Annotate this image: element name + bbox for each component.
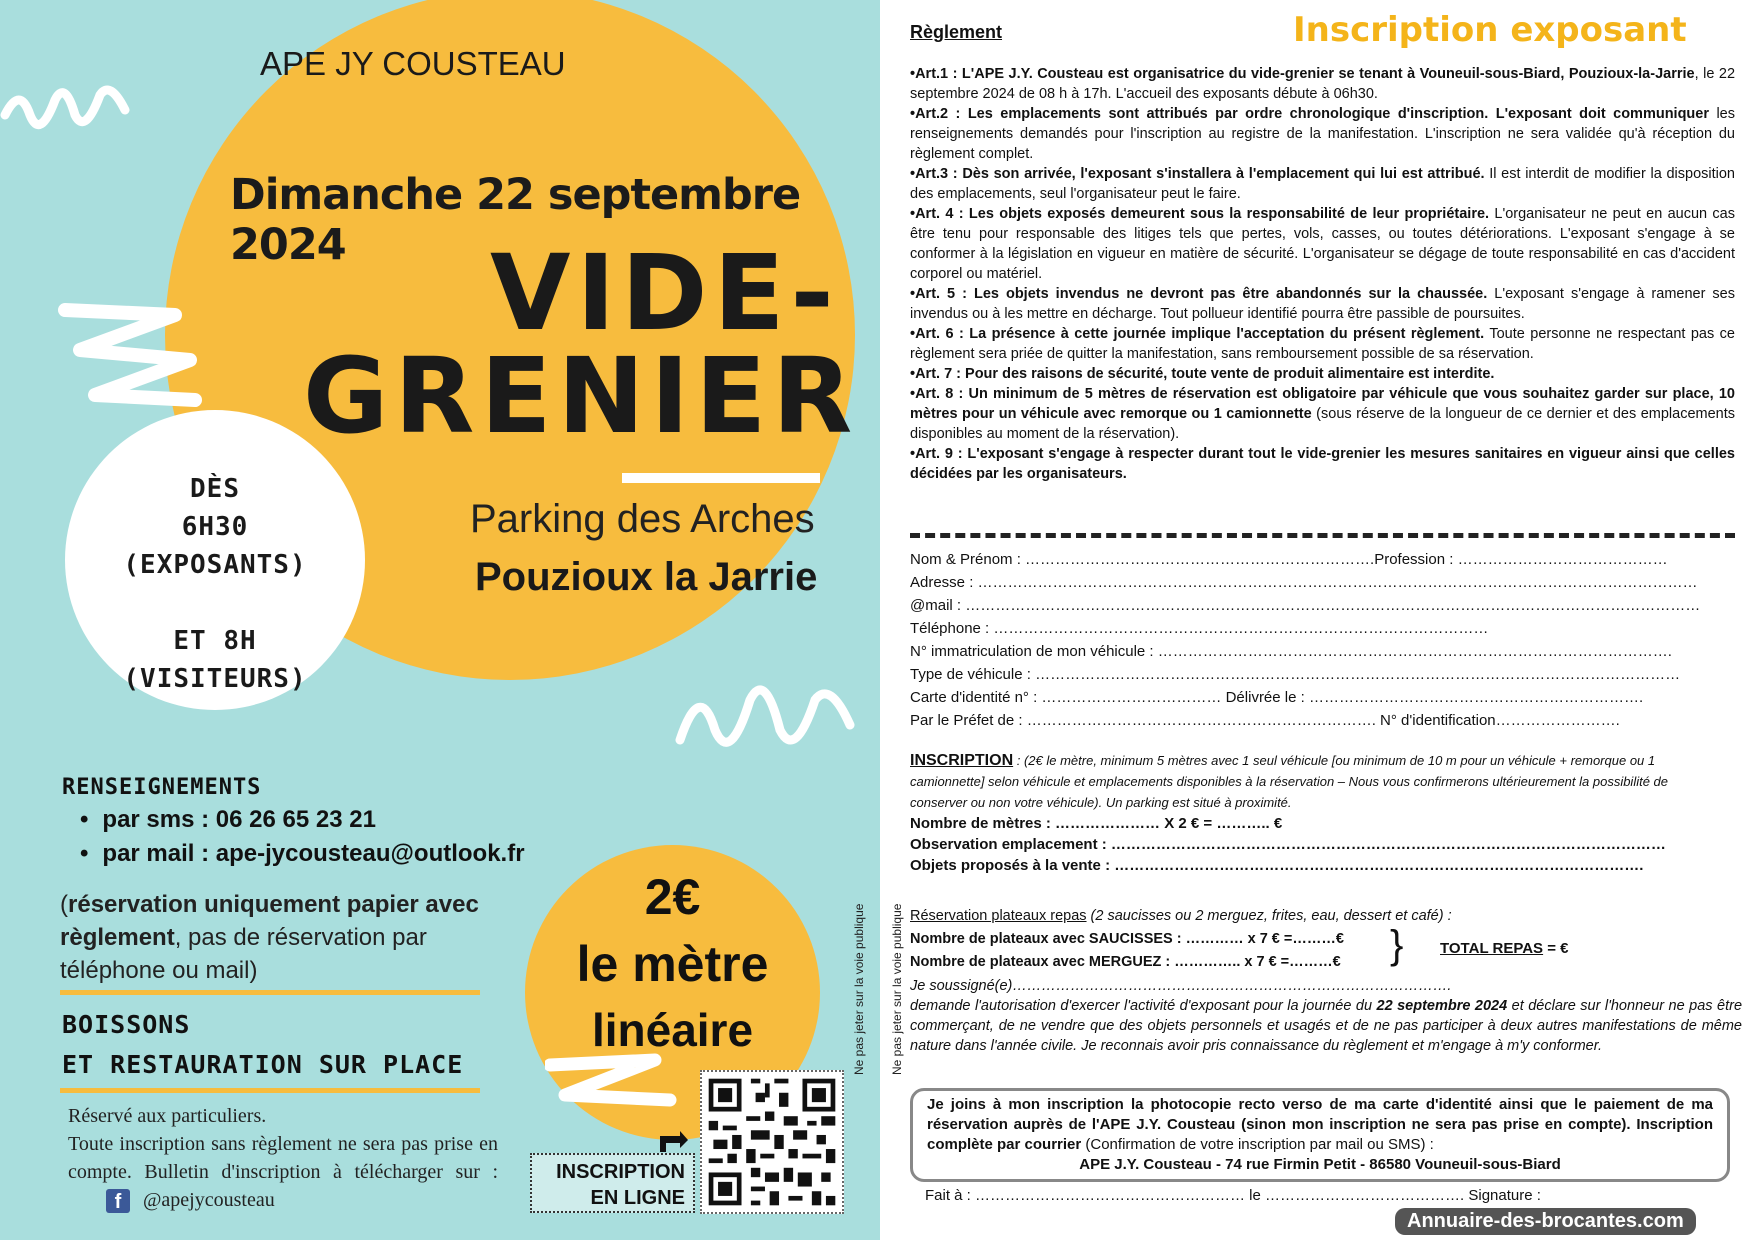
private-note (68, 1102, 498, 1214)
attachments-text: Je joins à mon inscription la photocopie recto verso de ma carte d'identité ainsi que le paiement de ma réservation auprès de l'APE J.Y. Cousteau (sinon mon inscription ne sera pas prise en compte). Inscription complète par courrier (927, 1096, 1713, 1153)
field-id-card[interactable]: Carte d'identité n° : ……………………………… Délivrée le : …………………………………………………………. (910, 689, 1644, 706)
declaration (910, 976, 1742, 1056)
postal-address: APE J.Y. Cousteau - 74 rue Firmin Petit - 86580 Vouneuil-sous-Biard (1079, 1156, 1561, 1173)
qr-code[interactable] (700, 1070, 844, 1214)
inscription-section (910, 750, 1670, 876)
drinks-heading (62, 1005, 463, 1085)
online-line-2: EN LIGNE (590, 1187, 685, 1209)
info-heading: RENSEIGNEMENTS (62, 775, 262, 800)
rules-list (910, 64, 1735, 484)
rule-article: •Art. 8 : Un minimum de 5 mètres de réservation est obligatoire par véhicule que vous souhaitez garder sur place, 10 mètres pour un véhicule avec remorque ou 1 camionnette (sous réserve de la longueur de ce dernier et des emplacements disponibles au moment de la réservation). (910, 386, 1735, 442)
price-unit: le mètre (576, 936, 769, 992)
rule-article: •Art. 4 : Les objets exposés demeurent sous la responsabilité de leur propriétaire. L'organisateur ne peut en aucun cas être tenu pour responsable des litiges tels que pertes, vols, casses, ou toutes détériorations. L'exposant s'engage à se conformer à la législation en vigueur en matière de sécurité. L'organisateur se dégage de toute responsabilité en cas d'accident corporel ou matériel. (910, 206, 1735, 282)
rule-article: •Art.2 : Les emplacements sont attribués par ordre chronologique d'inscription. L'exposant doit communiquer les renseignements demandés pour l'inscription au registre de la manifestation. L'inscription ne sera validée qu'à réception du règlement complet. (910, 106, 1735, 162)
rule-article: •Art. 5 : Les objets invendus ne devront pas être abandonnés sur la chaussée. L'exposant s'engage à ramener ses invendus ou à les mettre en décharge. Tout pollueur identifié pourra être passible de poursuites. (910, 286, 1735, 322)
price-unit-2: linéaire (591, 1004, 754, 1056)
watermark-badge: Annuaire-des-brocantes.com (1395, 1208, 1696, 1235)
decor-squiggle (0, 75, 140, 145)
hours-line: ET 8H (173, 626, 257, 656)
qr-code-icon (704, 1074, 840, 1210)
drinks-line-1: BOISSONS (62, 1010, 191, 1039)
attachments-box (910, 1088, 1730, 1182)
divider-bar (622, 473, 820, 483)
brace-icon: } (1390, 923, 1404, 967)
decor-zigzag (55, 295, 205, 415)
facebook-handle[interactable]: @apejycousteau (143, 1189, 275, 1211)
litter-note-2: Ne pas jeter sur la voie publique (890, 903, 904, 1075)
rules-heading: Règlement (910, 22, 1003, 42)
hours-line: DÈS (190, 474, 240, 504)
rule-article: •Art. 7 : Pour des raisons de sécurité, toute vente de produit alimentaire est interdite. (910, 366, 1495, 382)
field-objects[interactable]: Objets proposés à la vente : ……………………………………………………………………………………………. (910, 857, 1644, 874)
venue-town: Pouzioux la Jarrie (475, 555, 818, 599)
rule-article: •Art.1 : L'APE J.Y. Cousteau est organisatrice du vide-grenier se tenant à Vouneuil-sous-Biard, Pouzioux-la-Jarrie, le 22 septembre 2024 de 08 h à 17h. L'accueil des exposants débute à 06h30. (910, 66, 1736, 102)
organizer-name: APE JY COUSTEAU (260, 45, 566, 82)
inscription-heading: INSCRIPTION (910, 752, 1014, 769)
litter-note: Ne pas jeter sur la voie publique (852, 903, 866, 1075)
total-meals (1440, 940, 1569, 957)
decor-squiggle-2 (670, 670, 860, 760)
hours-line: (VISITEURS) (123, 664, 307, 694)
online-registration-label[interactable] (530, 1153, 695, 1213)
field-name[interactable]: Nom & Prénom : …………………………………………………………….Profession : …………………………………… (910, 551, 1668, 568)
info-sms: • par sms : 06 26 65 23 21 (80, 803, 525, 837)
field-vehicle-type[interactable]: Type de véhicule : ………………………………………………………………………………………………………………… (910, 666, 1681, 683)
info-mail[interactable]: • par mail : ape-jycousteau@outlook.fr (80, 837, 525, 871)
divider-line (60, 990, 480, 995)
field-saucisses[interactable]: Nombre de plateaux avec SAUCISSES : ………… x 7 € =………€ (910, 931, 1344, 947)
cut-line (910, 533, 1735, 538)
total-label: TOTAL REPAS (1440, 940, 1544, 957)
opening-hours (65, 470, 365, 698)
inscription-note: : (2€ le mètre, minimum 5 mètres avec 1 seul véhicule [ou minimum de 10 m pour un véhicule + remorque ou 1 camionnette] selon véhicule et emplacements disponibles à la réservation – Nous vous confirmerons ultérieurement la possibilité de conserver ou non votre véhicule). Un parking est situé à proximité. (910, 753, 1669, 810)
title-line-1: VIDE- (490, 232, 840, 354)
online-line-1: INSCRIPTION (556, 1161, 685, 1183)
meal-heading: Réservation plateaux repas (910, 908, 1087, 924)
registration-form (880, 0, 1755, 1240)
declaration-signer[interactable]: Je soussigné(e)………………………………………………………………………………. (910, 978, 1452, 994)
venue-place: Parking des Arches (470, 497, 815, 541)
reservation-note: (réservation uniquement papier avec règlement, pas de réservation par téléphone ou mail) (60, 891, 479, 984)
reservation-note-bold: réservation uniquement papier avec règlement (60, 891, 479, 951)
info-list (80, 803, 525, 871)
field-merguez[interactable]: Nombre de plateaux avec MERGUEZ : ………….. x 7 € =………€ (910, 954, 1341, 970)
price-amount: 2€ (644, 869, 701, 925)
form-heading: Inscription exposant (1293, 10, 1687, 50)
hours-line: (EXPOSANTS) (123, 550, 307, 580)
pointer-icon (658, 1130, 690, 1154)
facebook-icon[interactable]: f (106, 1189, 130, 1213)
meal-section (910, 905, 1740, 974)
declaration-text: demande l'autorisation d'exercer l'activité d'exposant pour la journée du (910, 998, 1377, 1014)
rule-article: •Art. 6 : La présence à cette journée implique l'acceptation du présent règlement. Toute personne ne respectant pas ce règlement sera priée de quitter la manifestation, sans remboursement possible de sa réservation. (910, 326, 1735, 362)
field-email[interactable]: @mail : ………………………………………………………………………………………………………………………………… (910, 597, 1701, 614)
title-line-2: GRENIER (303, 335, 859, 457)
field-observation[interactable]: Observation emplacement : ………………………………………………………………………………………………… (910, 836, 1666, 853)
hours-line: 6H30 (181, 512, 249, 542)
form-fields (910, 548, 1740, 732)
rule-article: •Art. 9 : L'exposant s'engage à respecter durant tout le vide-grenier les mesures sanitaires en vigueur ainsi que celles décidées par les organisateurs. (910, 446, 1735, 482)
drinks-line-2: ET RESTAURATION SUR PLACE (62, 1050, 464, 1079)
field-address[interactable]: Adresse : ……………………………………………………………………………………………………………………………… (910, 574, 1698, 591)
event-date: Dimanche 22 septembre 2024 (230, 170, 801, 270)
total-value[interactable]: = € (1543, 940, 1569, 957)
rule-article: •Art.3 : Dès son arrivée, l'exposant s'installera à l'emplacement qui lui est attribué. Il est interdit de modifier la disposition des emplacements, seul l'organisateur peut le faire. (910, 166, 1735, 202)
declaration-date: 22 septembre 2024 (1376, 998, 1508, 1014)
signature-line[interactable]: Fait à : ……………………………………………… le …………………………………. Signature : (925, 1187, 1541, 1204)
field-phone[interactable]: Téléphone : ……………………………………………………………………………………… (910, 620, 1489, 637)
private-text: Toute inscription sans règlement ne sera pas prise en compte. Bulletin d'inscription à télécharger sur : (68, 1133, 498, 1183)
attachments-note: (Confirmation de votre inscription par mail ou SMS) : (1081, 1136, 1434, 1153)
field-plate[interactable]: N° immatriculation de mon véhicule : …………………………………………………………………………………………. (910, 643, 1672, 660)
meal-note: (2 saucisses ou 2 merguez, frites, eau, dessert et café) : (1086, 908, 1452, 924)
reservation-note-rest: , pas de réservation par téléphone ou mail) (60, 924, 427, 984)
private-line-1: Réservé aux particuliers. (68, 1105, 267, 1127)
field-metres[interactable]: Nombre de mètres : ………………… X 2 € = ……….. € (910, 815, 1283, 832)
divider-line (60, 1088, 480, 1093)
field-prefect[interactable]: Par le Préfet de : ……………………………………………………………. N° d'identification……………………. (910, 712, 1620, 729)
hours-line (65, 584, 365, 622)
declaration-text-end: et déclare sur l'honneur ne pas être commerçant, de ne vendre que des objets personnels et usagés et de ne pas participer à deux autres manifestations de même nature dans l'année civile. Je reconnais avoir pris connaissance du règlement et m'engage à m'y conformer. (910, 998, 1743, 1054)
